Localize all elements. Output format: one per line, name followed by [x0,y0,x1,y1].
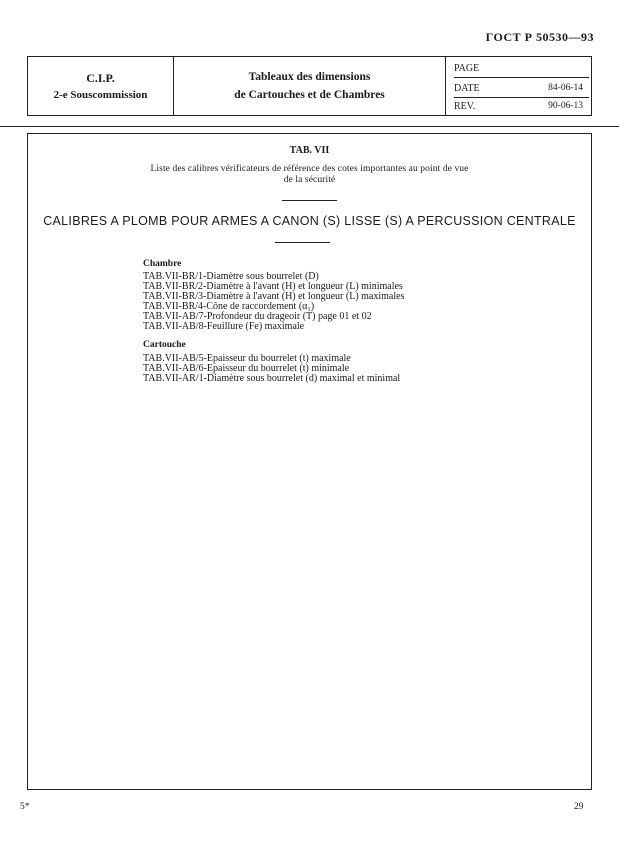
title-cell [174,57,446,115]
section-heading-chambre: Chambre [143,259,182,269]
list-item: TAB.VII-AB/6-Epaisseur du bourrelet (t) minimale [143,363,350,374]
list-item: TAB.VII-BR/2-Diamètre à l'avant (H) et longueur (L) minimales [143,281,403,292]
content-frame [27,133,592,790]
footer-mark: 5* [20,802,30,812]
short-rule-2 [275,242,330,243]
org-name: C.I.P. [86,71,115,85]
list-item: TAB.VII-AB/5-Epaisseur du bourrelet (t) maximale [143,353,351,364]
separator-line [0,126,619,127]
list-item: TAB.VII-BR/1-Diamètre sous bourrelet (D) [143,271,319,282]
page-row [454,63,589,74]
rev-value: 90-06-13 [548,101,583,111]
date-label: DATE [454,83,480,94]
list-item: TAB.VII-BR/4-Cône de raccordement (α₁) [143,301,315,312]
tab-title: TAB. VII [289,145,330,156]
title-block [27,56,592,116]
page-number: 29 [574,802,584,812]
meta-cell [446,57,593,115]
date-value: 84-06-14 [548,83,583,93]
rev-label: REV. [454,101,476,112]
section-heading-cartouche: Cartouche [143,340,186,350]
org-cell [28,57,174,115]
meta-divider-1 [454,77,589,78]
title-line-2: de Cartouches et de Chambres [234,89,385,101]
list-item: TAB.VII-AR/1-Diamètre sous bourrelet (d) maximal et minimal [143,373,401,384]
short-rule-1 [282,200,337,201]
standard-number: ГОСТ Р 50530—93 [485,30,594,44]
page-label: PAGE [454,63,480,74]
list-item: TAB.VII-BR/3-Diamètre à l'avant (H) et longueur (L) maximales [143,291,405,302]
subcommission: 2-e Souscommission [53,89,148,101]
list-item: TAB.VII-AB/8-Feuillure (Fe) maximale [143,321,305,332]
description-line-1: Liste des calibres vérificateurs de référence des cotes importantes au point de vue [150,164,469,174]
main-heading: CALIBRES A PLOMB POUR ARMES A CANON (S) LISSE (S) A PERCUSSION CENTRALE [43,214,576,228]
rev-row [454,101,589,112]
description-line-2: de la sécurité [283,175,336,185]
date-row [454,83,589,94]
list-item: TAB.VII-AB/7-Profondeur du drageoir (T) page 01 et 02 [143,311,372,322]
meta-divider-2 [454,97,589,98]
title-line-1: Tableaux des dimensions [248,71,371,83]
